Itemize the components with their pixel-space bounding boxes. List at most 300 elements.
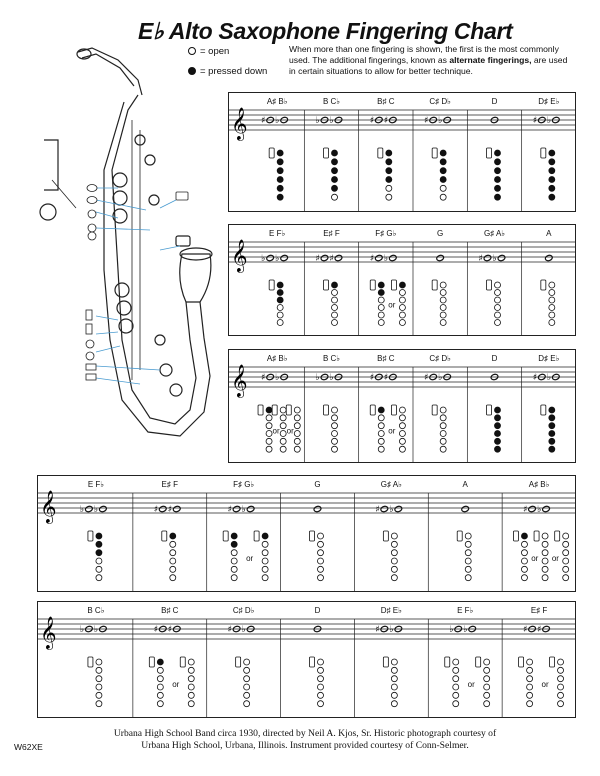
octave-key-icon <box>391 280 396 290</box>
note-name: D♯ E♭ <box>380 606 402 615</box>
open-hole-icon <box>495 297 501 303</box>
octave-key-icon <box>88 657 93 667</box>
open-hole-icon <box>318 550 324 556</box>
open-hole-icon <box>332 297 338 303</box>
note-name: C♯ D♭ <box>429 354 451 363</box>
open-hole-icon <box>563 566 569 572</box>
open-hole-icon <box>563 541 569 547</box>
open-hole-icon <box>495 305 501 311</box>
octave-key-icon <box>236 657 241 667</box>
accidental-icon: ♯ <box>523 625 528 635</box>
open-hole-icon <box>332 320 338 326</box>
pressed-hole-icon <box>277 282 283 288</box>
open-hole-icon <box>558 692 564 698</box>
accidental-icon: ♯ <box>424 373 429 383</box>
note-name: E♯ F <box>530 606 548 615</box>
open-hole-icon <box>378 312 384 318</box>
note-head <box>528 505 537 512</box>
accidental-icon: ♯ <box>167 505 173 515</box>
note-name: B♯ C <box>377 97 395 106</box>
pressed-hole-icon <box>277 150 283 156</box>
open-hole-icon <box>96 701 102 707</box>
octave-key-icon <box>223 531 228 541</box>
pressed-hole-icon <box>266 407 272 413</box>
octave-key-icon <box>324 148 329 158</box>
open-hole-icon <box>495 320 501 326</box>
open-hole-icon <box>453 659 459 665</box>
open-hole-icon <box>318 541 324 547</box>
pressed-hole-icon <box>277 168 283 174</box>
open-hole-icon <box>549 305 555 311</box>
accidental-icon: ♭ <box>438 116 443 126</box>
accidental-icon: ♯ <box>375 505 380 515</box>
product-code: W62XE <box>14 742 43 752</box>
accidental-icon: ♭ <box>93 625 99 635</box>
open-hole-icon <box>484 701 490 707</box>
accidental-icon: ♭ <box>275 373 280 383</box>
octave-key-icon <box>383 531 388 541</box>
pressed-hole-icon <box>440 150 446 156</box>
open-hole-icon <box>188 701 194 707</box>
octave-key-icon <box>445 657 450 667</box>
panel-svg <box>228 349 576 463</box>
accidental-icon: ♯ <box>369 116 375 126</box>
open-hole-icon <box>231 575 237 581</box>
octave-key-icon <box>258 405 263 415</box>
note-head <box>334 254 343 261</box>
note-head <box>497 254 506 261</box>
open-hole-icon <box>527 692 533 698</box>
accidental-icon: ♭ <box>329 116 334 126</box>
pressed-hole-icon <box>495 194 501 200</box>
pressed-hole-icon <box>495 423 501 429</box>
open-hole-icon <box>231 558 237 564</box>
open-hole-icon <box>527 701 533 707</box>
octave-key-icon <box>370 280 375 290</box>
open-hole-icon <box>332 431 338 437</box>
note-head <box>173 505 182 512</box>
open-hole-icon <box>96 692 102 698</box>
octave-key-icon <box>432 405 437 415</box>
fingering-panel-5 <box>37 601 576 718</box>
open-hole-icon <box>549 282 555 288</box>
octave-key-icon <box>432 280 437 290</box>
open-hole-icon <box>440 194 446 200</box>
octave-key-icon <box>519 657 524 667</box>
or-label: or <box>388 300 396 310</box>
open-hole-icon <box>386 185 392 191</box>
open-hole-icon <box>440 282 446 288</box>
open-hole-icon <box>332 423 338 429</box>
note-head <box>313 505 322 512</box>
open-hole-icon <box>318 684 324 690</box>
accidental-icon: ♯ <box>227 625 233 635</box>
octave-key-icon <box>432 148 437 158</box>
or-label: or <box>541 680 549 689</box>
open-hole-icon <box>399 297 405 303</box>
open-hole-icon <box>262 550 268 556</box>
open-hole-icon <box>399 407 405 413</box>
octave-key-icon <box>310 531 315 541</box>
open-hole-icon <box>96 659 102 665</box>
pressed-hole-icon <box>495 159 501 165</box>
pressed-hole-icon <box>277 159 283 165</box>
accidental-icon: ♯ <box>383 373 389 383</box>
open-hole-icon <box>484 659 490 665</box>
pressed-hole-icon <box>549 177 555 183</box>
or-label: or <box>388 426 396 436</box>
open-hole-icon <box>440 297 446 303</box>
accidental-icon: ♯ <box>424 116 429 126</box>
open-hole-icon <box>318 659 324 665</box>
pressed-hole-icon <box>386 177 392 183</box>
open-hole-icon <box>170 558 176 564</box>
open-hole-icon <box>378 423 384 429</box>
open-hole-icon <box>170 566 176 572</box>
accidental-icon: ♯ <box>369 373 375 383</box>
accidental-icon: ♭ <box>315 116 320 126</box>
open-hole-icon <box>280 407 286 413</box>
note-name: A♯ B♭ <box>266 97 288 106</box>
page-title: E♭ Alto Saxophone Fingering Chart <box>138 18 513 44</box>
pressed-hole-icon <box>440 159 446 165</box>
open-hole-icon <box>391 533 397 539</box>
accidental-icon: ♭ <box>449 625 454 635</box>
pressed-hole-icon <box>549 415 555 421</box>
accidental-icon: ♭ <box>315 373 320 383</box>
open-hole-icon <box>157 692 163 698</box>
open-hole-icon <box>266 415 272 421</box>
octave-key-icon <box>550 657 555 667</box>
open-hole-icon <box>318 575 324 581</box>
open-hole-icon <box>549 312 555 318</box>
pressed-hole-icon <box>378 407 384 413</box>
accidental-icon: ♭ <box>79 625 85 635</box>
pressed-hole-icon <box>495 431 501 437</box>
intro-text <box>289 44 569 77</box>
pressed-hole-icon <box>332 168 338 174</box>
note-name: B C♭ <box>322 97 341 106</box>
open-hole-icon <box>244 667 250 673</box>
legend-pressed-label: = pressed down <box>200 66 268 77</box>
open-hole-icon <box>277 305 283 311</box>
open-hole-icon <box>440 312 446 318</box>
accidental-icon: ♯ <box>315 254 320 264</box>
octave-key-icon <box>269 148 274 158</box>
pressed-hole-icon <box>332 150 338 156</box>
open-hole-icon <box>440 320 446 326</box>
open-hole-icon <box>453 667 459 673</box>
pressed-hole-icon <box>495 150 501 156</box>
accidental-icon: ♭ <box>261 254 266 264</box>
open-hole-icon <box>484 692 490 698</box>
note-name: G <box>314 480 321 489</box>
open-hole-icon <box>266 431 272 437</box>
pressed-hole-icon <box>495 415 501 421</box>
open-hole-icon <box>262 566 268 572</box>
saxophone-illustration <box>0 40 215 480</box>
open-hole-icon <box>378 446 384 452</box>
note-head <box>389 254 398 261</box>
note-head <box>99 505 108 512</box>
open-hole-icon <box>244 701 250 707</box>
pressed-hole-icon <box>549 185 555 191</box>
caption-line-2: Urbana High School, Urbana, Illinois. Instrument provided courtesy of Conn-Selmer. <box>141 739 469 751</box>
open-hole-icon <box>391 659 397 665</box>
panel-svg <box>228 224 576 336</box>
open-hole-icon <box>170 575 176 581</box>
open-hole-icon <box>318 692 324 698</box>
open-hole-icon <box>527 676 533 682</box>
note-head <box>232 505 241 512</box>
open-hole-icon <box>318 676 324 682</box>
open-hole-icon <box>244 659 250 665</box>
octave-key-icon <box>149 657 154 667</box>
octave-key-icon <box>541 148 546 158</box>
note-name: D♯ E♭ <box>538 97 560 106</box>
octave-key-icon <box>272 405 277 415</box>
accidental-icon: ♯ <box>478 254 483 264</box>
fingering-panel-1 <box>228 92 576 212</box>
note-head <box>85 505 94 512</box>
accidental-icon: ♭ <box>241 625 246 635</box>
open-hole-icon <box>440 407 446 413</box>
open-hole-icon <box>391 667 397 673</box>
open-hole-icon <box>453 676 459 682</box>
treble-clef-icon: 𝄞 <box>40 616 57 649</box>
note-name: D <box>491 97 498 106</box>
open-hole-icon <box>399 320 405 326</box>
open-hole-icon <box>318 667 324 673</box>
pressed-hole-icon <box>378 282 384 288</box>
note-head <box>394 505 403 512</box>
open-hole-icon <box>318 566 324 572</box>
open-hole-icon <box>558 659 564 665</box>
octave-key-icon <box>541 280 546 290</box>
octave-key-icon <box>487 405 492 415</box>
note-name: A <box>546 229 552 238</box>
open-hole-icon <box>277 320 283 326</box>
pressed-hole-icon <box>96 550 102 556</box>
octave-key-icon <box>534 531 539 541</box>
open-hole-icon <box>542 533 548 539</box>
octave-key-icon <box>513 531 518 541</box>
note-head <box>266 254 275 261</box>
open-hole-icon <box>558 701 564 707</box>
photo-caption <box>70 728 540 751</box>
panel-svg <box>228 92 576 212</box>
note-name: A <box>462 480 468 489</box>
open-hole-icon <box>280 423 286 429</box>
open-hole-icon <box>96 558 102 564</box>
note-name: E F♭ <box>87 480 105 489</box>
pressed-hole-icon <box>549 423 555 429</box>
pressed-hole-icon <box>495 177 501 183</box>
open-hole-icon <box>96 684 102 690</box>
open-hole-icon <box>521 558 527 564</box>
open-hole-icon <box>378 438 384 444</box>
open-hole-icon <box>465 566 471 572</box>
pressed-hole-icon <box>549 446 555 452</box>
open-hole-icon <box>453 684 459 690</box>
open-hole-icon <box>157 684 163 690</box>
pressed-hole-icon <box>549 168 555 174</box>
accidental-icon: ♯ <box>153 505 159 515</box>
pressed-hole-icon <box>386 168 392 174</box>
open-hole-icon <box>391 541 397 547</box>
open-hole-icon <box>440 446 446 452</box>
pressed-hole-icon <box>495 407 501 413</box>
open-hole-icon <box>453 701 459 707</box>
note-name: C♯ D♭ <box>429 97 451 106</box>
open-hole-icon <box>294 415 300 421</box>
pressed-hole-icon <box>231 533 237 539</box>
accidental-icon: ♯ <box>153 625 159 635</box>
note-name: G♯ A♭ <box>380 480 402 489</box>
open-hole-icon <box>563 550 569 556</box>
open-hole-icon <box>542 550 548 556</box>
accidental-icon: ♯ <box>261 373 266 383</box>
octave-key-icon <box>541 405 546 415</box>
note-head <box>246 505 255 512</box>
open-hole-icon <box>188 667 194 673</box>
open-hole-icon <box>332 446 338 452</box>
accidental-icon: ♭ <box>537 505 542 515</box>
pressed-hole-icon <box>332 159 338 165</box>
or-label: or <box>272 426 280 436</box>
note-head <box>380 505 389 512</box>
note-head <box>461 505 470 512</box>
accidental-icon: ♯ <box>383 116 389 126</box>
open-hole-icon <box>521 550 527 556</box>
note-name: F♯ G♭ <box>375 229 397 238</box>
legend-open-label: = open <box>200 46 230 57</box>
open-hole-icon <box>294 431 300 437</box>
pressed-hole-icon <box>549 159 555 165</box>
note-name: E♯ F <box>323 229 340 238</box>
open-hole-icon <box>391 701 397 707</box>
note-name: D♯ E♭ <box>538 354 560 363</box>
open-hole-icon <box>280 438 286 444</box>
note-head <box>280 254 289 261</box>
note-name: B C♭ <box>322 354 341 363</box>
pressed-hole-icon <box>495 438 501 444</box>
open-hole-icon <box>332 290 338 296</box>
note-name: A♯ B♭ <box>266 354 288 363</box>
pressed-hole-icon <box>332 177 338 183</box>
open-hole-icon <box>157 667 163 673</box>
open-hole-icon <box>244 684 250 690</box>
open-hole-icon <box>465 558 471 564</box>
note-name: D <box>491 354 498 363</box>
open-hole-icon <box>294 423 300 429</box>
open-hole-icon <box>170 550 176 556</box>
note-head <box>483 254 492 261</box>
pressed-hole-icon <box>549 431 555 437</box>
pressed-hole-icon <box>549 194 555 200</box>
accidental-icon: ♭ <box>389 625 394 635</box>
accidental-icon: ♭ <box>438 373 443 383</box>
open-hole-icon <box>440 290 446 296</box>
open-hole-icon <box>188 659 194 665</box>
open-hole-icon <box>440 415 446 421</box>
open-hole-icon <box>465 575 471 581</box>
accidental-icon: ♭ <box>546 373 552 383</box>
open-hole-icon <box>399 312 405 318</box>
note-name: G <box>437 229 444 238</box>
panel-border <box>229 225 576 336</box>
open-hole-icon <box>244 676 250 682</box>
open-hole-icon <box>399 446 405 452</box>
open-hole-icon <box>277 312 283 318</box>
accidental-icon: ♯ <box>532 373 538 383</box>
open-hole-icon <box>386 194 392 200</box>
accidental-icon: ♭ <box>546 116 552 126</box>
pressed-hole-icon <box>96 541 102 547</box>
open-hole-icon <box>262 558 268 564</box>
open-hole-icon <box>332 312 338 318</box>
open-hole-icon <box>542 575 548 581</box>
treble-clef-icon: 𝄞 <box>231 364 248 397</box>
open-hole-icon <box>542 541 548 547</box>
open-hole-icon <box>332 415 338 421</box>
open-hole-icon <box>332 407 338 413</box>
open-hole-icon <box>563 533 569 539</box>
open-hole-icon <box>378 320 384 326</box>
note-name: D <box>314 606 321 615</box>
pressed-hole-icon <box>96 533 102 539</box>
pressed-hole-icon <box>495 168 501 174</box>
pressed-hole-icon <box>386 150 392 156</box>
open-hole-icon <box>96 566 102 572</box>
open-hole-icon <box>484 684 490 690</box>
or-label: or <box>531 554 539 563</box>
pressed-hole-icon <box>399 282 405 288</box>
note-name: F♯ G♭ <box>233 480 255 489</box>
open-hole-icon <box>549 290 555 296</box>
accidental-icon: ♯ <box>369 254 375 264</box>
open-hole-icon <box>399 438 405 444</box>
accidental-icon: ♭ <box>93 505 99 515</box>
open-hole-icon <box>280 446 286 452</box>
pressed-hole-icon <box>332 282 338 288</box>
open-hole-icon <box>294 438 300 444</box>
octave-key-icon <box>286 405 291 415</box>
treble-clef-icon: 𝄞 <box>231 107 248 140</box>
accidental-icon: ♭ <box>241 505 246 515</box>
pressed-hole-icon <box>277 185 283 191</box>
open-hole-icon <box>542 558 548 564</box>
treble-clef-icon: 𝄞 <box>231 239 248 272</box>
open-hole-icon <box>399 290 405 296</box>
open-hole-icon <box>399 431 405 437</box>
or-label: or <box>551 554 559 563</box>
pressed-hole-icon <box>495 446 501 452</box>
accidental-icon: ♭ <box>329 373 334 383</box>
open-hole-icon <box>453 692 459 698</box>
open-hole-icon <box>391 684 397 690</box>
panel-svg <box>37 601 576 718</box>
note-name: B C♭ <box>87 606 105 615</box>
note-name: E♯ F <box>161 480 179 489</box>
pressed-hole-icon <box>440 177 446 183</box>
pressed-hole-icon <box>157 659 163 665</box>
treble-clef-icon: 𝄞 <box>40 490 57 523</box>
open-hole-icon <box>440 438 446 444</box>
open-hole-icon <box>188 692 194 698</box>
pressed-hole-icon <box>277 177 283 183</box>
octave-key-icon <box>370 405 375 415</box>
